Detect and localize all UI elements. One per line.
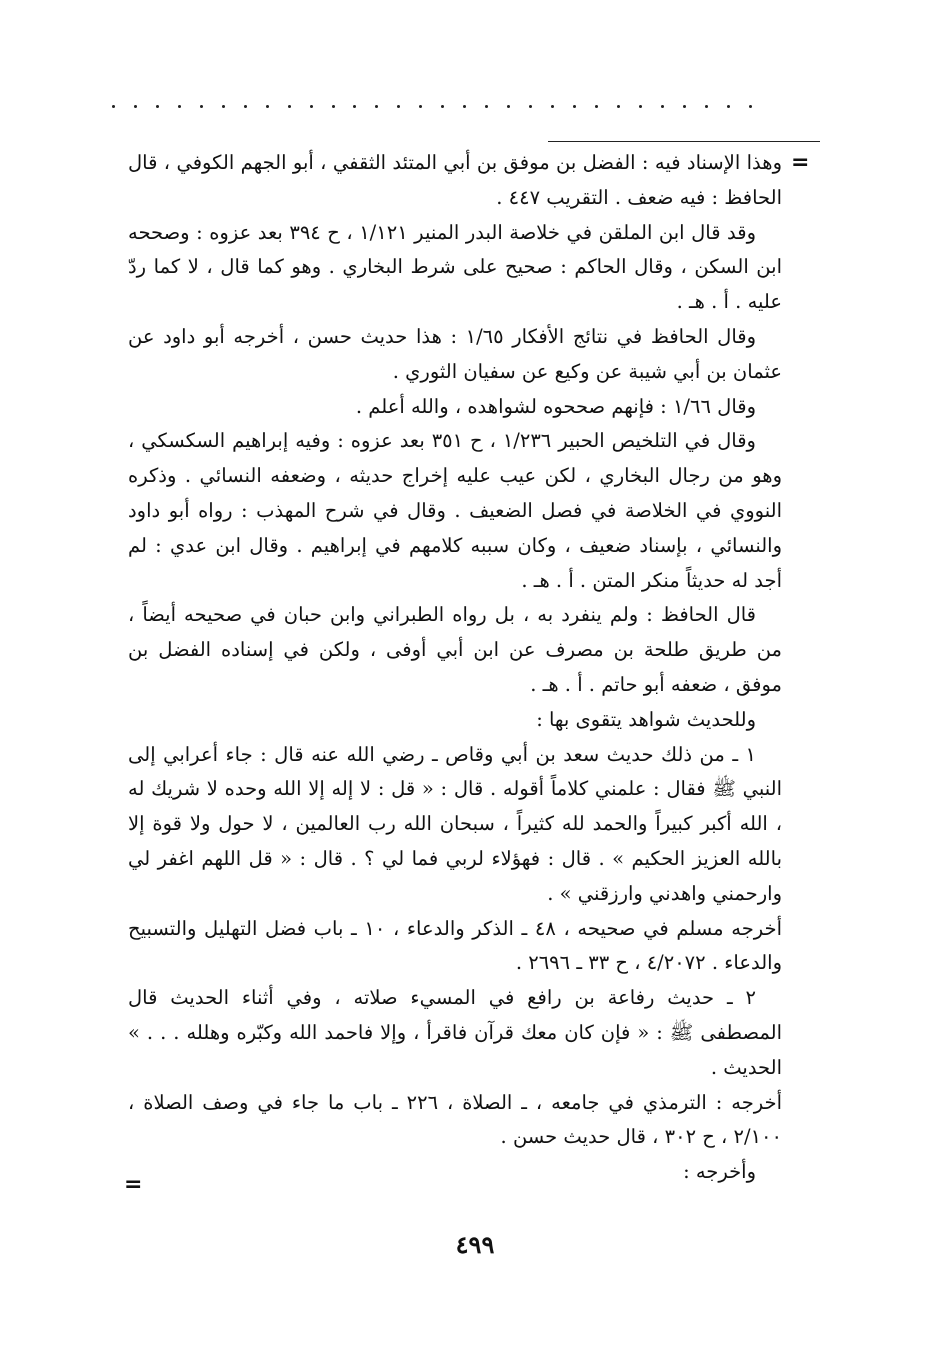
paragraph: أخرجه : الترمذي في جامعه ، ـ الصلاة ، ٢٢٦ ـ باب ما جاء في وصف الصلاة ، ٢/١٠٠ ، ح ٣٠٢ ، قال حديث حسن . (128, 1090, 783, 1149)
paragraph: أخرجه مسلم في صحيحه ، ٤٨ ـ الذكر والدعاء ، ١٠ ـ باب فضل التهليل والتسبيح والدعاء . ٤/٢٠٧٢ ، ح ٣٣ ـ ٢٦٩٦ . (128, 916, 782, 975)
paragraph: وقد قال ابن الملقن في خلاصة البدر المنير ١/١٢١ ، ح ٣٩٤ بعد عزوه : وصححه ابن السكن ، وقال الحاكم : صحيح على شرط البخاري . وهو كما قال ، لا كما ردّ عليه . أ . هـ . (128, 220, 782, 314)
footnote-rule (548, 141, 820, 142)
dotted-separator (112, 96, 752, 116)
paragraph: ٢ ـ حديث رفاعة بن رافع في المسيء صلاته ، وفي أثناء الحديث قال المصطفى ﷺ : « فإن كان معك قرآن فاقرأ ، وإلا فاحمد الله وكبّره وهلله . . . » الحديث . (128, 986, 782, 1079)
paragraph: وقال ١/٦٦ : فإنهم صححوه لشواهده ، والله أعلم . (355, 394, 756, 418)
paragraph: وقال الحافظ في نتائج الأفكار ١/٦٥ : هذا حديث حسن ، أخرجه أبو داود عن عثمان بن أبي شيبة عن وكيع عن سفيان الثوري . (128, 324, 782, 383)
paragraph: قال الحافظ : ولم ينفرد به ، بل رواه الطبراني وابن حبان في صحيحه أيضاً ، من طريق طلحة بن مصرف عن ابن أبي أوفى ، ولكن في إسناده الفضل بن موفق ، ضعفه أبو حاتم . أ . هـ . (128, 603, 782, 696)
paragraph: ١ ـ من ذلك حديث سعد بن أبي وقاص ـ رضي الله عنه قال : جاء أعرابي إلى النبي ﷺ فقال : علمني كلاماً أقوله . قال : « قل : لا إله إلا الله وحده لا شريك له ، الله أكبر كبيراً والحمد لله كثيراً ، سبحان الله رب العالمين ، لا حول ولا قوة إلا بالله العزيز الحكيم » . قال : فهؤلاء لربي فما لي ؟ . قال : « قل اللهم اغفر لي وارحمني واهدني وارزقني » . (128, 742, 782, 905)
paragraph: وللحديث شواهد يتقوى بها : (536, 707, 756, 731)
footnote-text (128, 146, 782, 1190)
paragraph: وقال في التلخيص الحبير ١/٢٣٦ ، ح ٣٥١ بعد عزوه : وفيه إبراهيم السكسكي ، وهو من رجال البخاري ، لكن عيب عليه إخراج حديثه ، وضعفه النسائي . وذكره النووي في الخلاصة في فصل الضعيف . وقال في شرح المهذب : رواه أبو داود والنسائي ، بإسناد ضعيف ، وكان سببه كلامهم في إبراهيم . وقال ابن عدي : لم أجد له حديثاً منكر المتن . أ . هـ . (128, 429, 782, 592)
paragraph: وأخرجه : (683, 1160, 756, 1184)
paragraph: وهذا الإسناد فيه : الفضل بن موفق بن أبي المتئد الثقفي ، أبو الجهم الكوفي ، قال الحافظ : فيه ضعف . التقريب ٤٤٧ . (128, 151, 782, 209)
continuation-mark-top: = (791, 150, 810, 175)
continuation-mark-bottom: = (124, 1172, 143, 1197)
page-number: ٤٩٩ (455, 1230, 495, 1259)
